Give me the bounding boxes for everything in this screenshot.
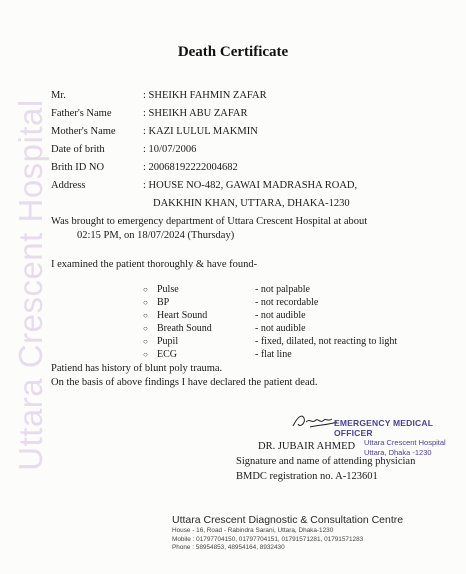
footer-title: Uttara Crescent Diagnostic & Consultation Centre bbox=[172, 514, 404, 526]
field-value: : KAZI LULUL MAKMIN bbox=[143, 126, 258, 137]
brought-line-1: Was brought to emergency department of Uttara Crescent Hospital at about bbox=[51, 216, 368, 227]
page-title: Death Certificate bbox=[177, 44, 289, 60]
stamp-address: Uttara, Dhaka -1230 bbox=[364, 448, 432, 457]
stamp-title: EMERGENCY MEDICAL OFFICER bbox=[334, 418, 433, 438]
bullet-circle-icon: ○ bbox=[143, 285, 148, 294]
finding-name: Pulse bbox=[157, 284, 179, 295]
bullet-circle-icon: ○ bbox=[143, 350, 148, 359]
hospital-watermark: Uttara Crescent Hospital bbox=[12, 99, 49, 471]
footer-mobile: Mobile : 01797704150, 01797704151, 01791571281, 01791571283 bbox=[172, 535, 364, 543]
finding-result: - not recordable bbox=[255, 297, 319, 308]
field-label: Brith ID NO bbox=[51, 162, 105, 173]
brought-line-2: 02:15 PM, on 18/07/2024 (Thursday) bbox=[77, 230, 235, 241]
examined-text: I examined the patient thoroughly & have found- bbox=[51, 259, 258, 270]
field-value: : 20068192222004682 bbox=[143, 162, 238, 173]
field-value: : SHEIKH FAHMIN ZAFAR bbox=[143, 90, 267, 101]
field-label: Date of brith bbox=[51, 144, 105, 155]
footer-phone: Phone : 58954853, 48954164, 8932430 bbox=[172, 544, 285, 551]
field-label: Father's Name bbox=[51, 108, 112, 119]
footer-house: House - 16, Road - Rabindra Sarani, Uttara, Dhaka-1230 bbox=[172, 527, 334, 534]
field-value: : SHEIKH ABU ZAFAR bbox=[143, 108, 248, 119]
bullet-circle-icon: ○ bbox=[143, 324, 148, 333]
finding-name: BP bbox=[157, 297, 170, 308]
finding-result: - not palpable bbox=[255, 284, 310, 295]
hospital-footer bbox=[172, 514, 403, 553]
finding-name: Breath Sound bbox=[157, 323, 212, 334]
finding-result: - flat line bbox=[255, 349, 292, 360]
signature-scribble bbox=[290, 410, 340, 432]
finding-name: Heart Sound bbox=[157, 310, 208, 321]
stamp-hospital: Uttara Crescent Hospital bbox=[364, 438, 446, 447]
history-text: Patiend has history of blunt poly trauma. bbox=[51, 363, 223, 374]
field-value: : 10/07/2006 bbox=[143, 144, 197, 155]
finding-name: Pupil bbox=[157, 336, 179, 347]
signature-caption: Signature and name of attending physician bbox=[236, 456, 416, 467]
doctor-name: DR. JUBAIR AHMED bbox=[258, 441, 356, 452]
field-value: : HOUSE NO-482, GAWAI MADRASHA ROAD, bbox=[143, 180, 358, 191]
finding-name: ECG bbox=[157, 349, 177, 360]
bmdc-registration: BMDC registration no. A-123601 bbox=[236, 471, 378, 482]
field-label: Mr. bbox=[51, 90, 66, 101]
field-label: Mother's Name bbox=[51, 126, 116, 137]
field-label: Address bbox=[51, 180, 86, 191]
bullet-circle-icon: ○ bbox=[143, 298, 148, 307]
bullet-circle-icon: ○ bbox=[143, 311, 148, 320]
finding-result: - fixed, dilated, not reacting to light bbox=[255, 336, 398, 347]
finding-result: - not audible bbox=[255, 323, 306, 334]
finding-result: - not audible bbox=[255, 310, 306, 321]
bullet-circle-icon: ○ bbox=[143, 337, 148, 346]
address-line-2: DAKKHIN KHAN, UTTARA, DHAKA-1230 bbox=[153, 198, 350, 209]
declared-text: On the basis of above findings I have declared the patient dead. bbox=[51, 377, 318, 388]
